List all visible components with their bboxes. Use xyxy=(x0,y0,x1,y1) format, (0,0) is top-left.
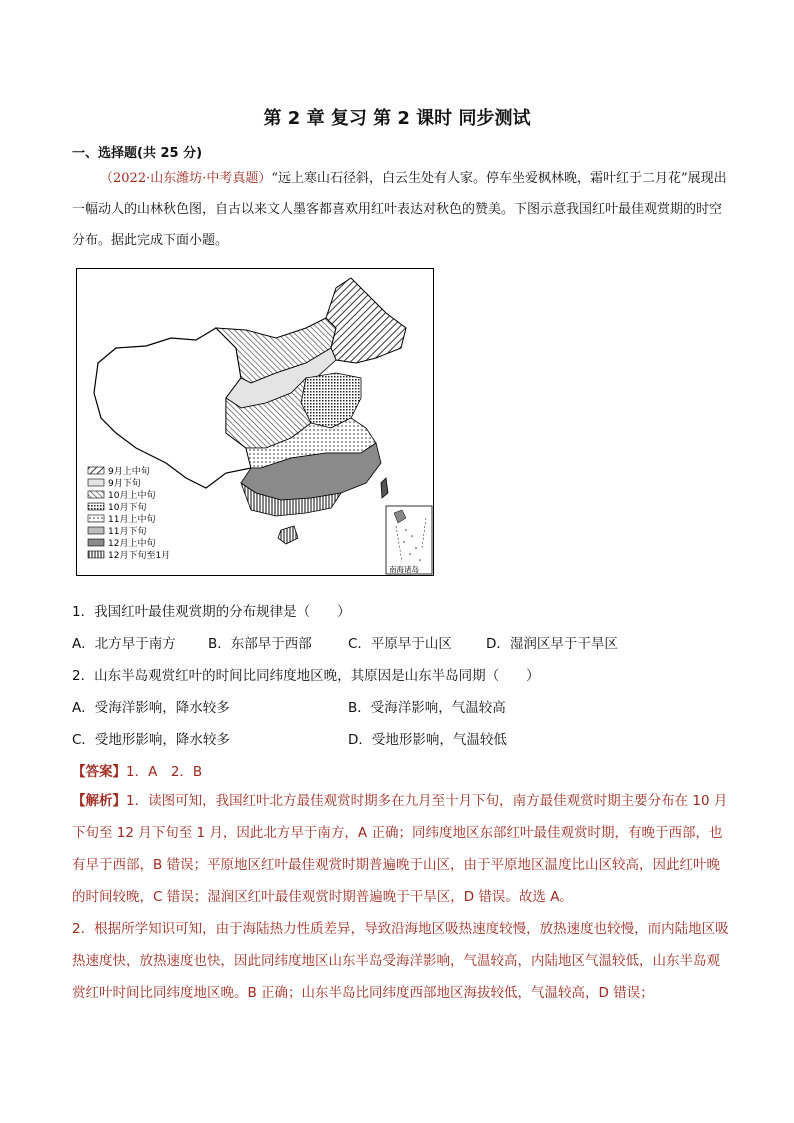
question-1-options xyxy=(72,632,752,652)
section-heading: 一、选择题(共 25 分) xyxy=(72,146,203,161)
question-2-options-row2 xyxy=(72,728,752,748)
legend-label: 12月上中旬 xyxy=(108,539,156,549)
option-b[interactable]: B．东部早于西部 xyxy=(208,636,312,652)
answer-text: 1．A 2．B xyxy=(126,764,203,780)
legend-label: 9月下旬 xyxy=(108,479,141,489)
analysis-paragraph-1 xyxy=(72,785,732,913)
question-intro xyxy=(72,163,732,256)
legend-label: 10月下旬 xyxy=(108,503,147,513)
intro-text: “远上寒山石径斜，白云生处有人家。停车坐爱枫林晚，霜叶红于二月花”展现出一幅动人的山林秋色图，自古以来文人墨客都喜欢用红叶表达对秋色的赞美。下图示意我国红叶最佳观赏期的时空分布。据此完成下面小题。 xyxy=(72,171,727,248)
option-c[interactable]: C．平原早于山区 xyxy=(348,636,452,652)
option-d[interactable]: D．湿润区早于干旱区 xyxy=(486,636,618,652)
legend-label: 9月上中旬 xyxy=(108,467,150,477)
inset-label: 南海诸岛 xyxy=(389,565,419,574)
south-china-sea-inset xyxy=(386,506,432,574)
option-a[interactable]: A．受海洋影响，降水较多 xyxy=(72,700,230,716)
intro-source: （2022·山东潍坊·中考真题） xyxy=(100,171,272,186)
page-title: 第 2 章 复习 第 2 课时 同步测试 xyxy=(263,108,531,129)
analysis-text-1: 1．读图可知，我国红叶北方最佳观赏时期多在九月至十月下旬，南方最佳观赏时期主要分布在 10 月下旬至 12 月下旬至 1 月，因此北方早于南方，A 正确；同纬度地区东部红叶最佳观赏时期，有晚于西部，也有早于西部，B 错误；平原地区红叶最佳观赏时期普遍晚于山区，由于平原地区温度比山区较高，因此红叶晚的时间较晚，C 错误；湿润区红叶最佳观赏时期普遍晚于干旱区，D 错误。故选 A。 xyxy=(72,793,728,905)
option-d[interactable]: D．受地形影响，气温较低 xyxy=(348,732,507,748)
legend-label: 12月下旬至1月 xyxy=(108,551,171,561)
question-2-stem: 2．山东半岛观赏红叶的时间比同纬度地区晚，其原因是山东半岛同期（ ） xyxy=(72,668,540,684)
legend-label: 11月上中旬 xyxy=(108,515,156,525)
analysis-label: 【解析】 xyxy=(72,793,126,809)
legend-label: 11月下旬 xyxy=(108,527,147,537)
china-red-leaf-map xyxy=(76,268,434,576)
option-a[interactable]: A．北方早于南方 xyxy=(72,636,176,652)
option-c[interactable]: C．受地形影响，降水较多 xyxy=(72,732,230,748)
question-2-options-row1 xyxy=(72,696,752,716)
option-b[interactable]: B．受海洋影响，气温较高 xyxy=(348,700,506,716)
question-1-stem: 1．我国红叶最佳观赏期的分布规律是（ ） xyxy=(72,604,351,620)
legend-label: 10月上中旬 xyxy=(108,491,156,501)
answer-line xyxy=(72,760,202,780)
analysis-paragraph-2: 2．根据所学知识可知，由于海陆热力性质差异，导致沿海地区吸热速度较慢，放热速度也较慢，而内陆地区吸热速度快，放热速度也快，因此同纬度地区山东半岛受海洋影响，气温较高，内陆地区气温较低，山东半岛观赏红叶时间比同纬度地区晚。B 正确；山东半岛比同纬度西部地区海拔较低，气温较高，D 错误； xyxy=(72,921,729,1001)
answer-label: 【答案】 xyxy=(72,764,126,780)
